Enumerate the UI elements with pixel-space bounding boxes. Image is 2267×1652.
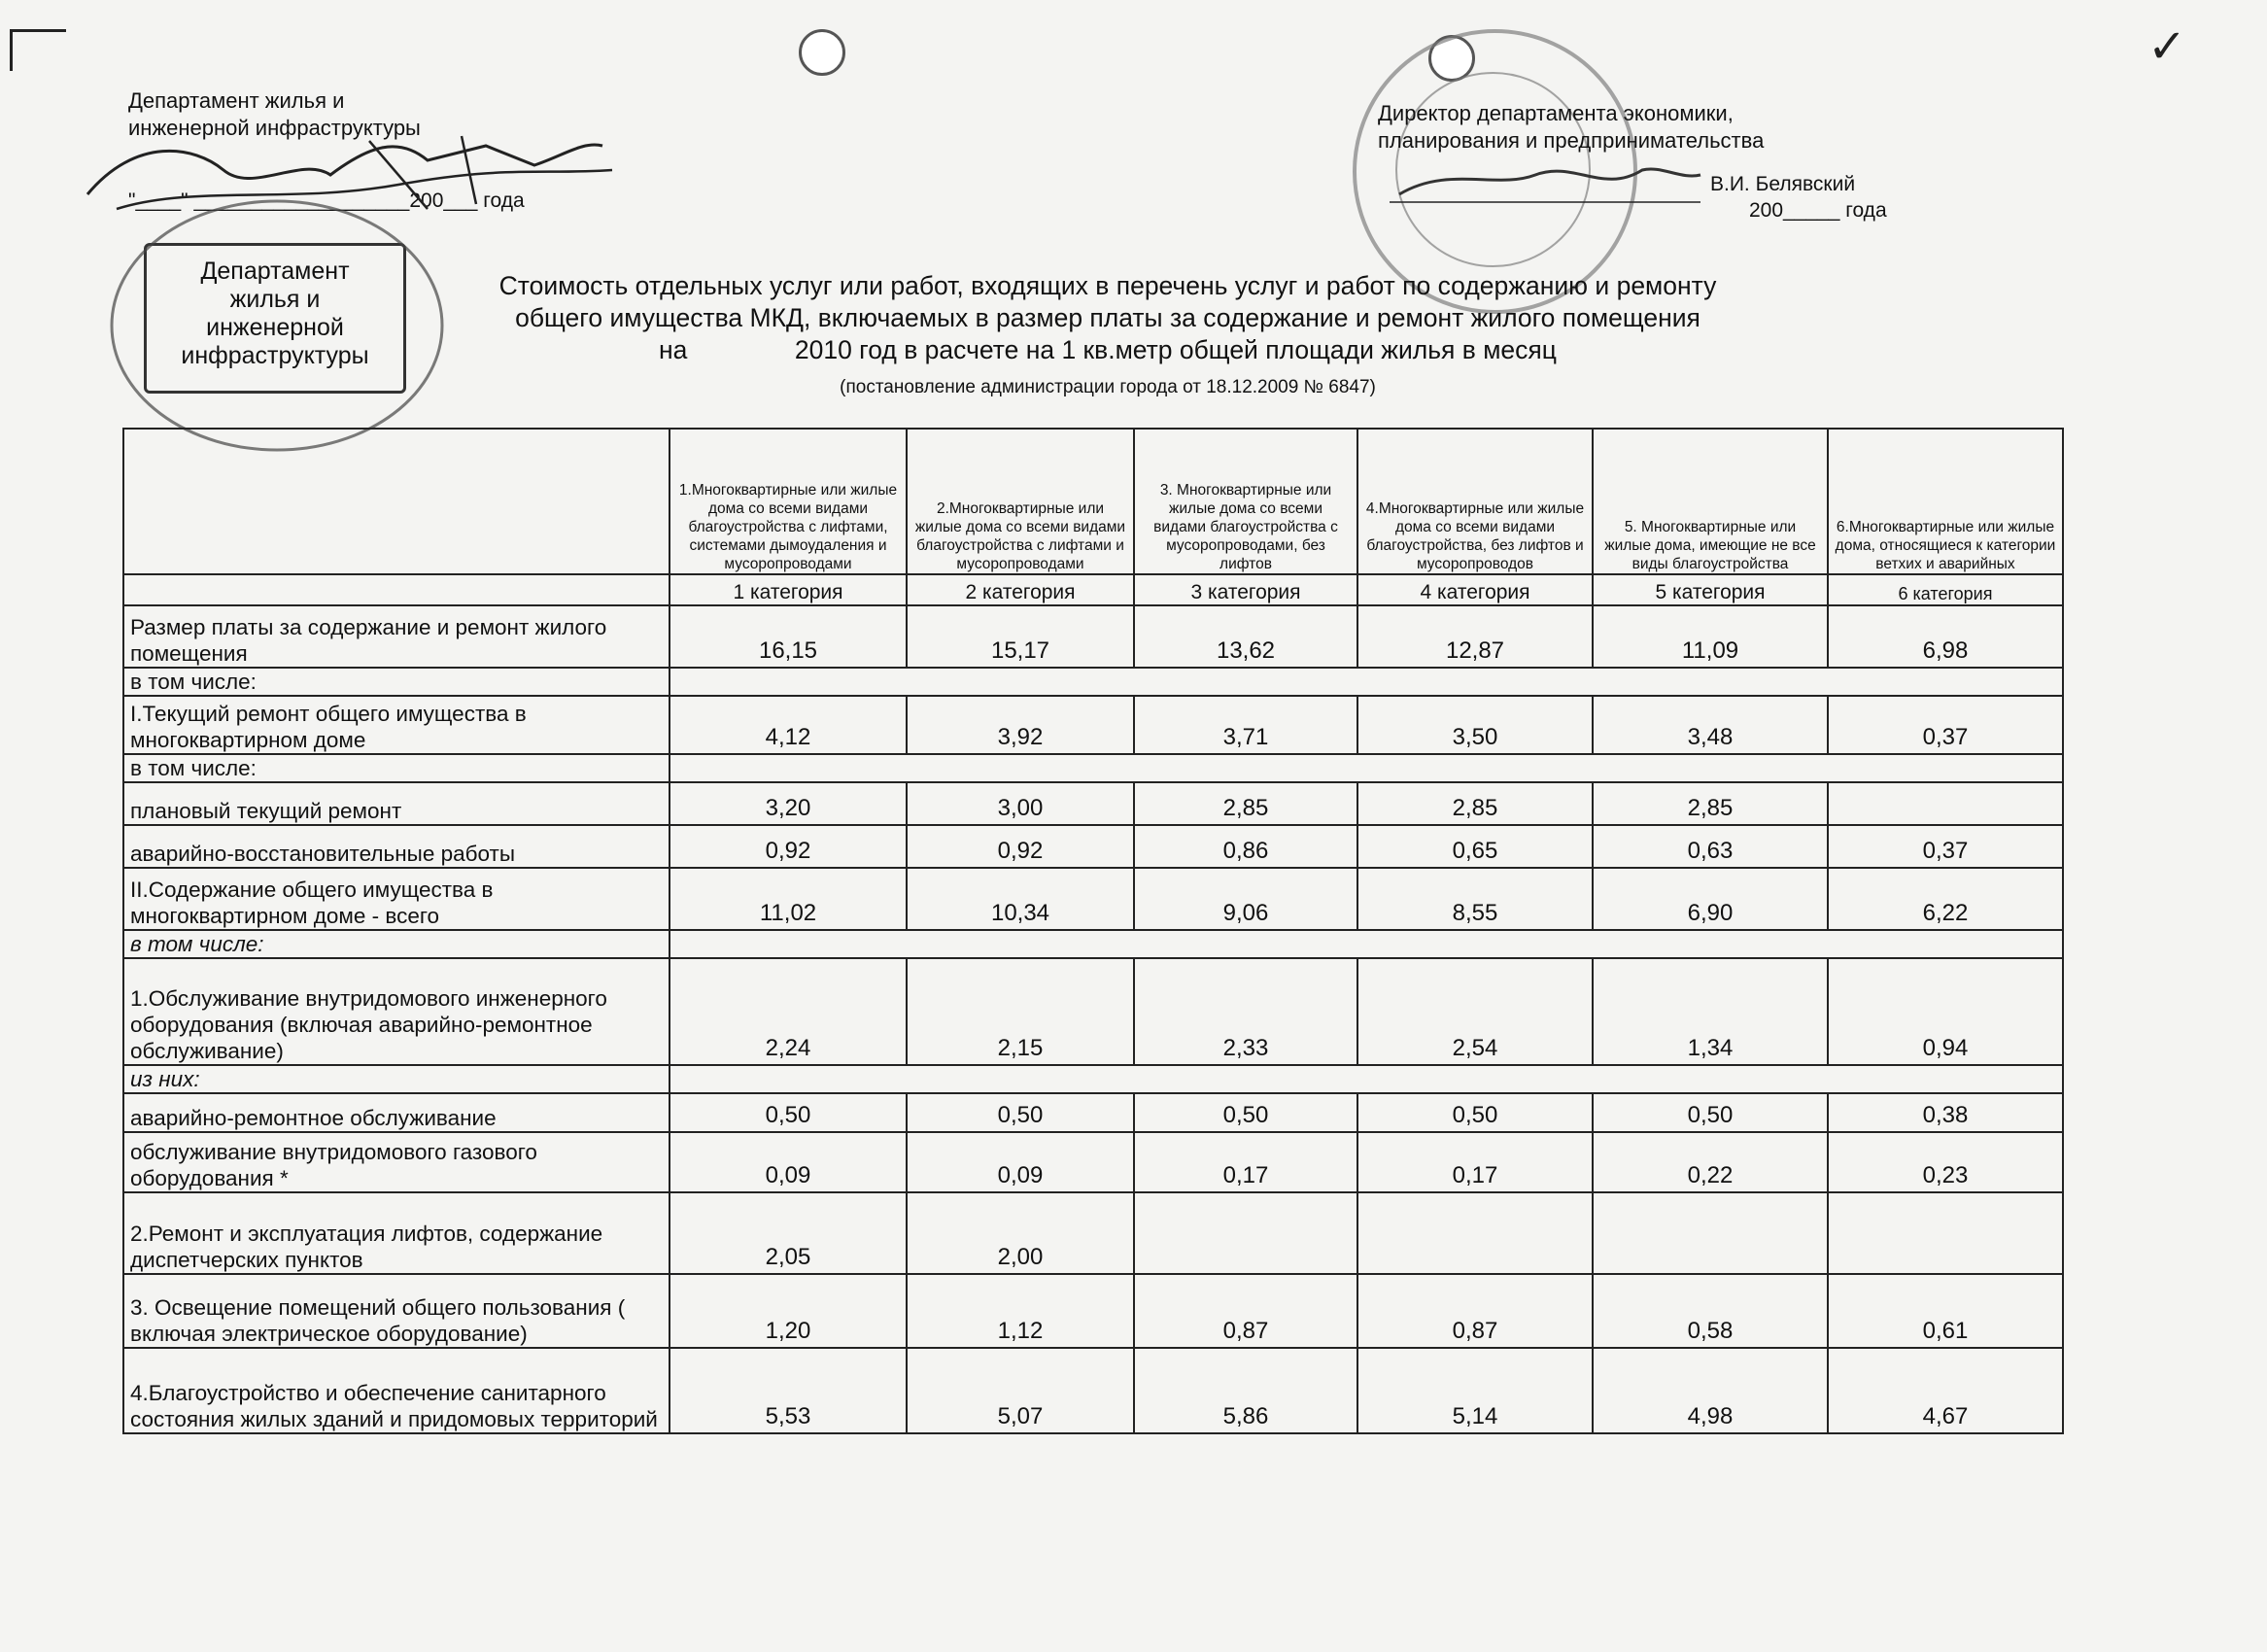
cell-value: 4,12 xyxy=(670,696,907,754)
cell-value xyxy=(1134,1192,1357,1274)
cell-value xyxy=(1828,782,2063,825)
cell-value: 13,62 xyxy=(1134,605,1357,668)
row-label: 4.Благоустройство и обеспечение санитарного состояния жилых зданий и придомовых территорий xyxy=(123,1348,670,1433)
approval-right-date: 200_____ года xyxy=(1749,199,1887,222)
row-label: из них: xyxy=(123,1065,670,1093)
cell-value: 16,15 xyxy=(670,605,907,668)
row-label: Размер платы за содержание и ремонт жилого помещения xyxy=(123,605,670,668)
title-line3: на 2010 год в расчете на 1 кв.метр общей площади жилья в месяц xyxy=(659,335,1557,364)
table-row xyxy=(123,1132,2063,1192)
cell-value: 2,85 xyxy=(1593,782,1828,825)
table-header-row xyxy=(123,429,2063,574)
cell-value: 0,17 xyxy=(1134,1132,1357,1192)
empty-cell xyxy=(670,930,2063,958)
category-label: 3 категория xyxy=(1134,574,1357,605)
category-corner-cell xyxy=(123,574,670,605)
cell-value: 0,50 xyxy=(907,1093,1134,1132)
cell-value: 5,07 xyxy=(907,1348,1134,1433)
cell-value: 15,17 xyxy=(907,605,1134,668)
column-header: 5. Многоквартирные или жилые дома, имеющие не все виды благоустройства xyxy=(1593,429,1828,574)
empty-cell xyxy=(670,754,2063,782)
row-label: аварийно-ремонтное обслуживание xyxy=(123,1093,670,1132)
row-label: обслуживание внутридомового газового оборудования * xyxy=(123,1132,670,1192)
cell-value: 4,67 xyxy=(1828,1348,2063,1433)
cell-value: 3,20 xyxy=(670,782,907,825)
cell-value: 0,92 xyxy=(907,825,1134,868)
cell-value: 11,09 xyxy=(1593,605,1828,668)
cell-value: 0,65 xyxy=(1357,825,1593,868)
cell-value: 6,22 xyxy=(1828,868,2063,930)
tariff-table xyxy=(122,428,2064,1434)
row-label: 1.Обслуживание внутридомового инженерного оборудования (включая аварийно-ремонтное обслуживание) xyxy=(123,958,670,1065)
table-row xyxy=(123,930,2063,958)
table-row xyxy=(123,696,2063,754)
column-header: 4.Многоквартирные или жилые дома со всеми видами благоустройства, без лифтов и мусоропроводов xyxy=(1357,429,1593,574)
cell-value: 0,09 xyxy=(907,1132,1134,1192)
row-label: плановый текущий ремонт xyxy=(123,782,670,825)
table-row xyxy=(123,1065,2063,1093)
cell-value: 0,50 xyxy=(1134,1093,1357,1132)
cell-value: 0,23 xyxy=(1828,1132,2063,1192)
cell-value xyxy=(1828,1192,2063,1274)
stamp-line: жилья и xyxy=(229,286,321,313)
cell-value: 3,00 xyxy=(907,782,1134,825)
column-header: 2.Многоквартирные или жилые дома со всеми видами благоустройства с лифтами и мусоропроводами xyxy=(907,429,1134,574)
cell-value: 3,92 xyxy=(907,696,1134,754)
approval-left-org2: инженерной инфраструктуры xyxy=(128,116,421,140)
checkmark-icon: ✓ xyxy=(2147,19,2187,74)
table-row xyxy=(123,668,2063,696)
row-label: в том числе: xyxy=(123,668,670,696)
cell-value: 0,50 xyxy=(1593,1093,1828,1132)
cell-value: 1,20 xyxy=(670,1274,907,1348)
cell-value: 0,50 xyxy=(1357,1093,1593,1132)
cell-value: 5,86 xyxy=(1134,1348,1357,1433)
stamp-circle-outline xyxy=(107,194,447,466)
cell-value: 0,86 xyxy=(1134,825,1357,868)
cell-value: 10,34 xyxy=(907,868,1134,930)
cell-value: 6,98 xyxy=(1828,605,2063,668)
cell-value: 9,06 xyxy=(1134,868,1357,930)
empty-cell xyxy=(670,668,2063,696)
approval-right-position1: Директор департамента экономики, xyxy=(1378,101,1734,125)
cell-value: 0,17 xyxy=(1357,1132,1593,1192)
table-row xyxy=(123,868,2063,930)
cell-value: 8,55 xyxy=(1357,868,1593,930)
category-row xyxy=(123,574,2063,605)
cell-value: 5,14 xyxy=(1357,1348,1593,1433)
approval-right-position2: планирования и предпринимательства xyxy=(1378,128,1765,153)
table-row xyxy=(123,605,2063,668)
table-corner-cell xyxy=(123,429,670,574)
cell-value: 0,94 xyxy=(1828,958,2063,1065)
approval-left-org: Департамент жилья и xyxy=(128,88,345,113)
signature-right xyxy=(1390,155,1710,214)
row-label: в том числе: xyxy=(123,754,670,782)
cell-value: 0,37 xyxy=(1828,696,2063,754)
scan-corner-mark xyxy=(10,29,66,71)
row-label: 2.Ремонт и эксплуатация лифтов, содержание диспетчерских пунктов xyxy=(123,1192,670,1274)
cell-value: 5,53 xyxy=(670,1348,907,1433)
empty-cell xyxy=(670,1065,2063,1093)
table-row xyxy=(123,1274,2063,1348)
cell-value: 0,87 xyxy=(1357,1274,1593,1348)
stamp-line: Департамент xyxy=(200,258,350,285)
cell-value: 0,92 xyxy=(670,825,907,868)
row-label: аварийно-восстановительные работы xyxy=(123,825,670,868)
stamp-line: инженерной xyxy=(206,314,344,341)
table-row xyxy=(123,1348,2063,1433)
cell-value: 2,24 xyxy=(670,958,907,1065)
row-label: в том числе: xyxy=(123,930,670,958)
cell-value: 2,05 xyxy=(670,1192,907,1274)
category-label: 6 категория xyxy=(1828,574,2063,605)
stamp-line: инфраструктуры xyxy=(181,342,369,369)
category-label: 5 категория xyxy=(1593,574,1828,605)
cell-value: 0,22 xyxy=(1593,1132,1828,1192)
table-row xyxy=(123,958,2063,1065)
cell-value: 3,71 xyxy=(1134,696,1357,754)
approval-right-signer: В.И. Белявский xyxy=(1710,173,1856,195)
row-label: 3. Освещение помещений общего пользования ( включая электрическое оборудование) xyxy=(123,1274,670,1348)
cell-value: 2,33 xyxy=(1134,958,1357,1065)
cell-value: 2,85 xyxy=(1134,782,1357,825)
cell-value: 1,34 xyxy=(1593,958,1828,1065)
cell-value xyxy=(1357,1192,1593,1274)
row-label: I.Текущий ремонт общего имущества в многоквартирном доме xyxy=(123,696,670,754)
cell-value: 4,98 xyxy=(1593,1348,1828,1433)
column-header: 3. Многоквартирные или жилые дома со всеми видами благоустройства с мусоропроводами, без лифтов xyxy=(1134,429,1357,574)
cell-value: 0,58 xyxy=(1593,1274,1828,1348)
cell-value: 2,00 xyxy=(907,1192,1134,1274)
cell-value: 3,48 xyxy=(1593,696,1828,754)
cell-value: 0,37 xyxy=(1828,825,2063,868)
document-title xyxy=(457,270,1759,366)
table-row xyxy=(123,754,2063,782)
category-label: 4 категория xyxy=(1357,574,1593,605)
column-header: 6.Многоквартирные или жилые дома, относящиеся к категории ветхих и аварийных xyxy=(1828,429,2063,574)
table-row xyxy=(123,1093,2063,1132)
cell-value: 2,85 xyxy=(1357,782,1593,825)
table-row xyxy=(123,825,2063,868)
cell-value: 3,50 xyxy=(1357,696,1593,754)
column-header: 1.Многоквартирные или жилые дома со всеми видами благоустройства с лифтами, системами дымоудаления и мусоропроводами xyxy=(670,429,907,574)
cell-value: 0,09 xyxy=(670,1132,907,1192)
cell-value: 2,54 xyxy=(1357,958,1593,1065)
cell-value: 6,90 xyxy=(1593,868,1828,930)
title-line2: общего имущества МКД, включаемых в размер платы за содержание и ремонт жилого помещения xyxy=(515,303,1700,332)
cell-value: 0,87 xyxy=(1134,1274,1357,1348)
cell-value: 0,50 xyxy=(670,1093,907,1132)
approval-right xyxy=(1378,100,1764,155)
approval-left-date: "____" ___________________200___ года xyxy=(128,189,525,212)
cell-value: 0,63 xyxy=(1593,825,1828,868)
table-row xyxy=(123,1192,2063,1274)
category-label: 2 категория xyxy=(907,574,1134,605)
title-line1: Стоимость отдельных услуг или работ, входящих в перечень услуг и работ по содержанию и ремонту xyxy=(498,271,1717,300)
cell-value: 11,02 xyxy=(670,868,907,930)
cell-value xyxy=(1593,1192,1828,1274)
cell-value: 12,87 xyxy=(1357,605,1593,668)
cell-value: 2,15 xyxy=(907,958,1134,1065)
document-subtitle: (постановление администрации города от 18.12.2009 № 6847) xyxy=(840,377,1376,397)
cell-value: 0,38 xyxy=(1828,1093,2063,1132)
cell-value: 0,61 xyxy=(1828,1274,2063,1348)
category-label: 1 категория xyxy=(670,574,907,605)
row-label: II.Содержание общего имущества в многоквартирном доме - всего xyxy=(123,868,670,930)
table-row xyxy=(123,782,2063,825)
punch-hole xyxy=(799,29,845,76)
cell-value: 1,12 xyxy=(907,1274,1134,1348)
